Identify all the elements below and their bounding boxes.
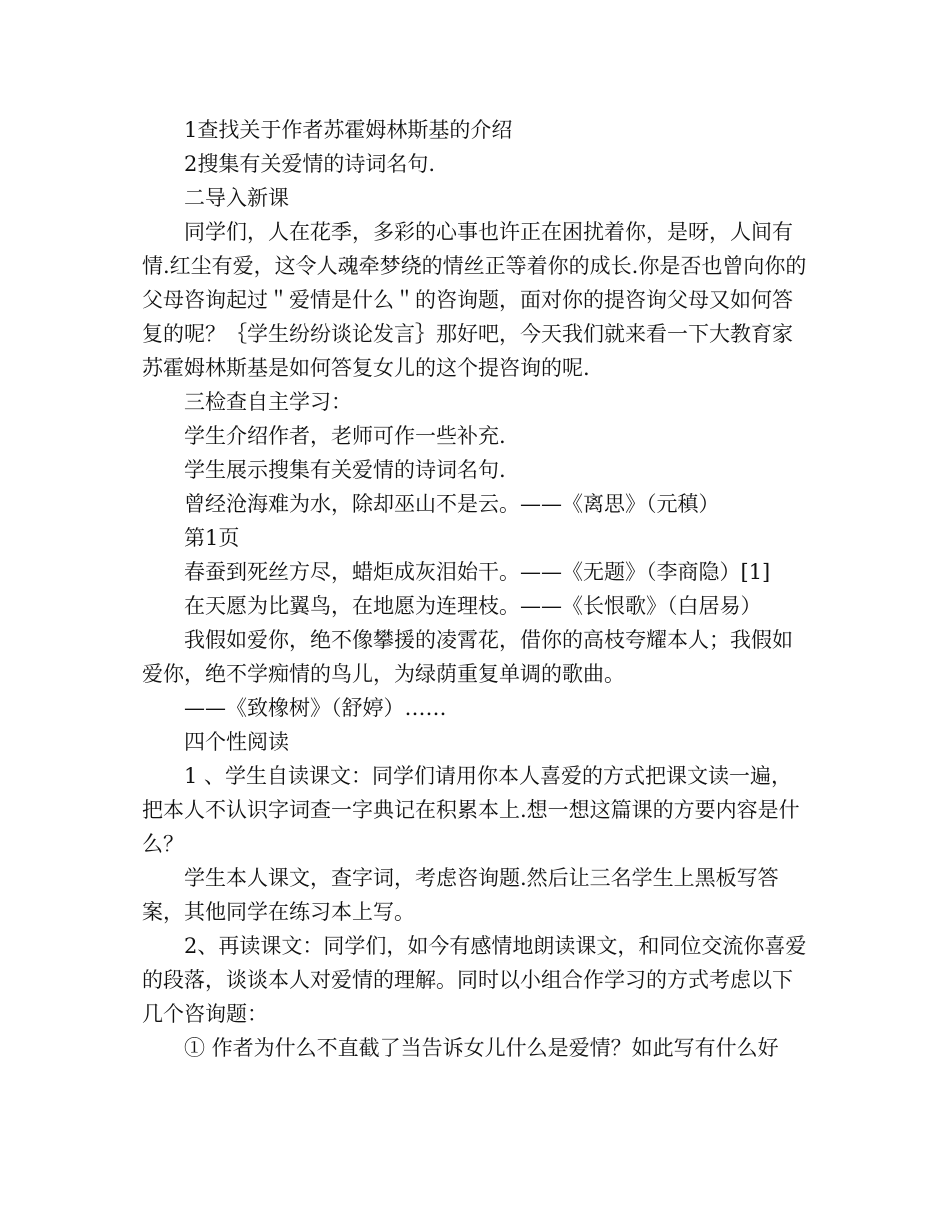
paragraph-collect-poems: 2搜集有关爱情的诗词名句.: [184, 152, 436, 176]
poem-line-zhixiangshu: 我假如爱你，绝不像攀援的凌霄花，借你的高枝夸耀本人；我假如爱你，绝不学痴情的鸟儿，为绿荫重复单调的歌曲。: [142, 628, 793, 686]
section-heading-intro: 二导入新课: [184, 186, 289, 210]
poem-line-changhenge: 在天愿为比翼鸟，在地愿为连理枝。——《长恨歌》（白居易）: [184, 594, 762, 618]
paragraph-research-author: 1查找关于作者苏霍姆林斯基的介绍: [184, 118, 513, 142]
poem-attribution-zhixiangshu: ——《致橡树》（舒婷）……: [184, 696, 447, 720]
section-heading-self-study: 三检查自主学习：: [184, 390, 352, 414]
document-body: [142, 113, 812, 1065]
question-item-1: ① 作者为什么不直截了当告诉女儿什么是爱情？如此写有什么好: [184, 1036, 779, 1060]
paragraph-introduce-author: 学生介绍作者，老师可作一些补充.: [184, 424, 506, 448]
poem-line-wuti: 春蚕到死丝方尽，蜡炬成灰泪始干。——《无题》（李商隐）[1]: [184, 560, 771, 584]
page-number: 第1页: [184, 526, 240, 550]
paragraph-show-poems: 学生展示搜集有关爱情的诗词名句.: [184, 458, 506, 482]
paragraph-intro-speech: 同学们，人在花季，多彩的心事也许正在困扰着你，是呀，人间有情.红尘有爱，这令人魂牵梦绕的情丝正等着你的成长.你是否也曾向你的父母咨询起过＂爱情是什么＂的咨询题，面对你的提咨询父母又如何答复的呢？｛学生纷纷谈论发言｝那好吧，今天我们就来看一下大教育家苏霍姆林斯基是如何答复女儿的这个提咨询的呢.: [142, 220, 807, 380]
section-heading-reading: 四个性阅读: [184, 730, 289, 754]
poem-line-lisi: 曾经沧海难为水，除却巫山不是云。——《离思》（元稹）: [184, 492, 720, 516]
paragraph-self-read: 1 、学生自读课文：同学们请用你本人喜爱的方式把课文读一遍，把本人不认识字词查一字典记在积累本上.想一想这篇课的方要内容是什么？: [142, 764, 800, 856]
paragraph-reread: 2、再读课文：同学们，如今有感情地朗读课文，和同位交流你喜爱的段落，谈谈本人对爱情的理解。同时以小组合作学习的方式考虑以下几个咨询题：: [142, 934, 807, 1026]
paragraph-student-work: 学生本人课文，查字词，考虑咨询题.然后让三名学生上黑板写答案，其他同学在练习本上写。: [142, 866, 779, 924]
